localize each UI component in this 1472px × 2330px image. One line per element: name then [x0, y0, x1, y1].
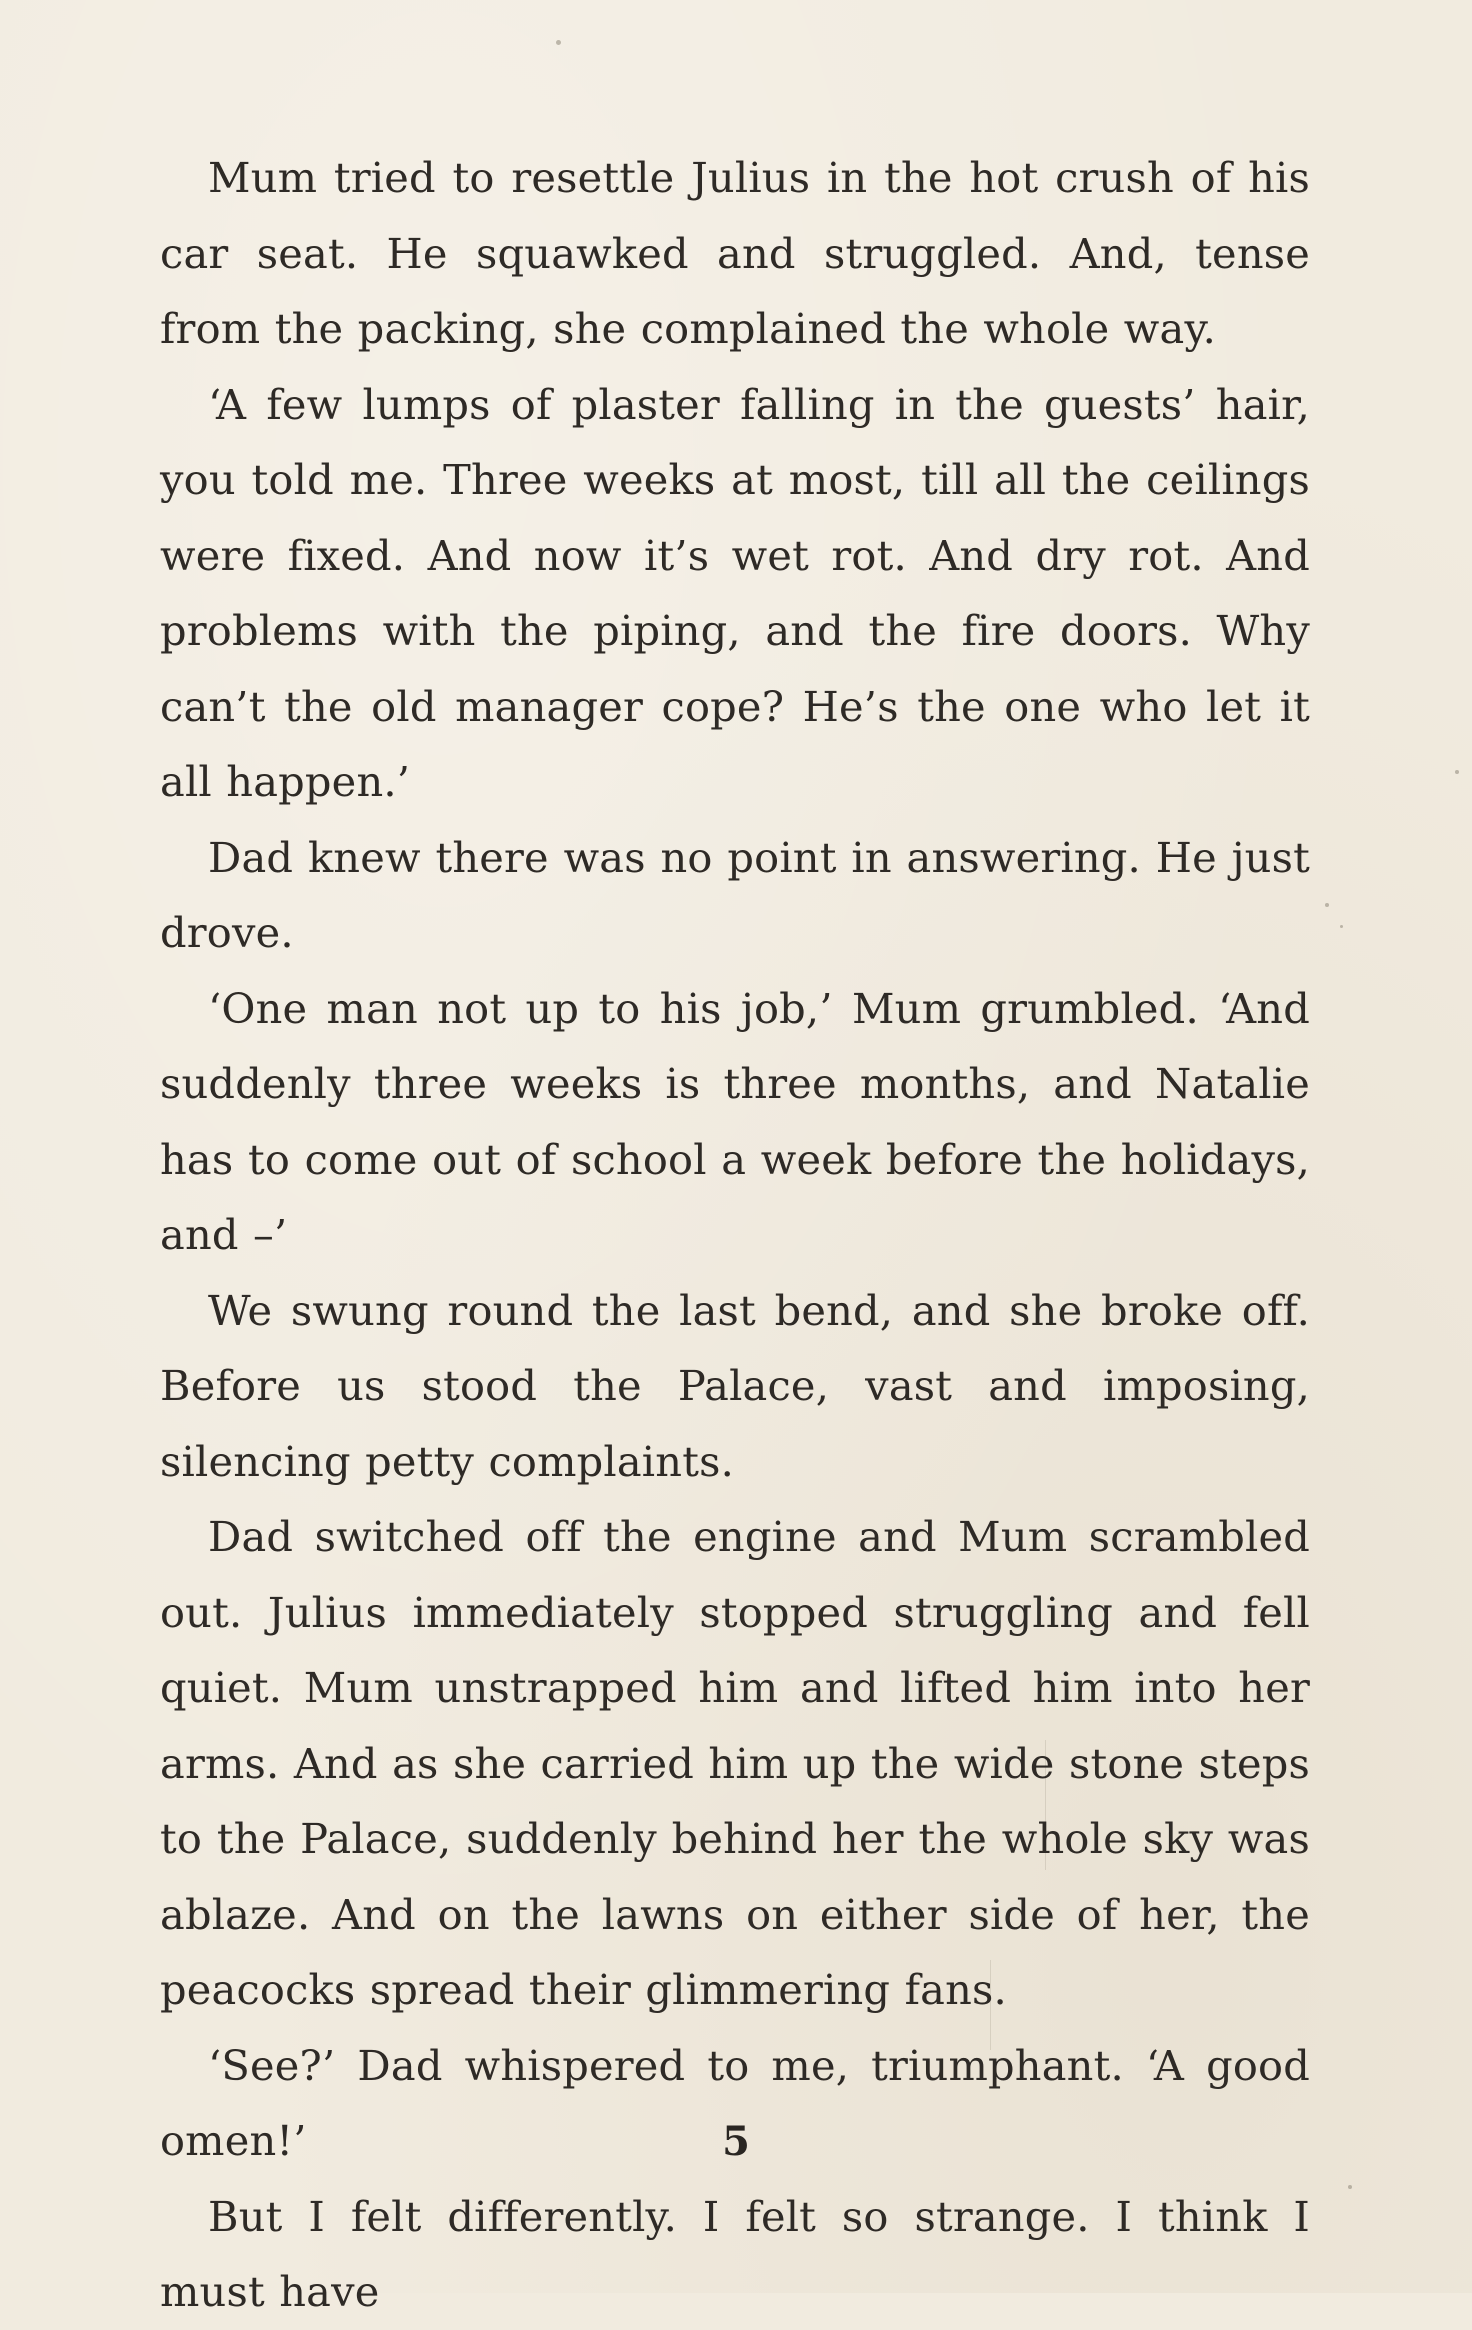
paper-speck — [556, 40, 561, 45]
page-number: 5 — [722, 2118, 750, 2165]
paper-speck — [1340, 925, 1343, 928]
paragraph: ‘A few lumps of plaster falling in the guests’ hair, you told me. Three weeks at most, till all the ceilings were fixed. And now it’s wet rot. And dry rot. And problems with the piping, and the fire doors. Why can’t the old manager cope? He’s the one who let it all happen.’ — [160, 379, 1310, 806]
paragraph: But I felt differently. I felt so strange. I think I must have — [160, 2191, 1310, 2316]
paragraph: ‘One man not up to his job,’ Mum grumbled. ‘And suddenly three weeks is three months, and Natalie has to come out of school a week before the holidays, and –’ — [160, 983, 1310, 1259]
paper-speck — [1325, 903, 1329, 907]
body-text — [160, 140, 1310, 2330]
paragraph: Dad switched off the engine and Mum scrambled out. Julius immediately stopped struggling and fell quiet. Mum unstrapped him and lifted him into her arms. And as she carried him up the wide stone steps to the Palace, suddenly behind her the whole sky was ablaze. And on the lawns on either side of her, the peacocks spread their glimmering fans. — [160, 1512, 1310, 2014]
paper-speck — [1348, 2185, 1352, 2189]
paragraph: Mum tried to resettle Julius in the hot crush of his car seat. He squawked and struggled. And, tense from the packing, she complained the whole way. — [160, 153, 1310, 353]
paragraph: Dad knew there was no point in answering. He just drove. — [160, 832, 1310, 957]
paper-speck — [1455, 770, 1459, 774]
paragraph: We swung round the last bend, and she broke off. Before us stood the Palace, vast and imposing, silencing petty complaints. — [160, 1285, 1310, 1486]
paragraph: ‘See?’ Dad whispered to me, triumphant. ‘A good omen!’ — [160, 2040, 1310, 2165]
